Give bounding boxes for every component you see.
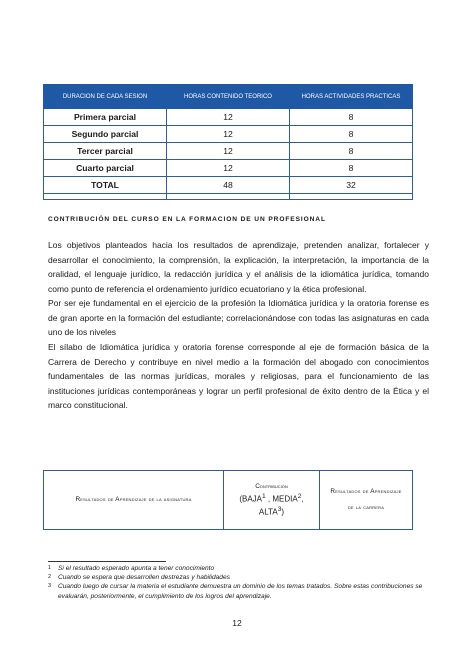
resultados-carrera-line1: Resultados de Aprendizaje [330, 488, 402, 495]
table-row [44, 160, 413, 177]
cell-practicas: 8 [290, 109, 413, 126]
cell-teorico: 48 [167, 177, 290, 194]
cell-teorico: 12 [167, 143, 290, 160]
results-table-header [44, 471, 413, 530]
footnote-item [48, 573, 428, 582]
table-row-empty [44, 194, 413, 200]
hours-table-header [44, 85, 413, 109]
empty-cell [167, 194, 290, 200]
hours-table [43, 84, 413, 200]
footnote-ref-3: 3 [277, 506, 282, 513]
row-label: TOTAL [44, 177, 167, 194]
header-resultados-asignatura-text: Resultados de Aprendizaje de la asignatura [75, 496, 192, 503]
table-row-total [44, 177, 413, 194]
cell-teorico: 12 [167, 160, 290, 177]
row-label: Tercer parcial [44, 143, 167, 160]
header-teorico: HORAS CONTENIDO TEORICO [167, 85, 290, 109]
footnote-item [48, 582, 428, 600]
contribucion-title: Contribución [255, 483, 288, 491]
footnote-divider [48, 561, 166, 562]
row-label: Primera parcial [44, 109, 167, 126]
empty-cell [44, 194, 167, 200]
footnote-ref-1: 1 [262, 493, 266, 501]
table-row [44, 109, 413, 126]
scale-alta: ALTA [258, 507, 278, 517]
scale-baja: (BAJA [239, 495, 262, 504]
footnote-number: 3 [48, 583, 52, 590]
paragraph-eje-fundamental: Por ser eje fundamental en el ejercicio de la profesión la Idiomática jurídica y la oratoria forense es de gran aporte en la formación del estudiante; correlacionándose con todas las asignaturas en cada uno de los niveles [48, 298, 429, 337]
contribucion-scale [228, 492, 315, 517]
cell-practicas: 32 [290, 177, 413, 194]
row-label: Cuarto parcial [44, 160, 167, 177]
footnote-item [48, 564, 428, 573]
cell-practicas: 8 [290, 126, 413, 143]
footnote-number: 1 [48, 565, 52, 571]
header-practicas: HORAS ACTIVIDADES PRACTICAS [290, 85, 413, 109]
resultados-carrera-line2: de la carrera [347, 504, 385, 511]
footnote-text: Cuando luego de cursar la materia el estudiante demuestra un dominio de los temas tratados. Sobre estas contribuciones se evaluarán, posteriormente, el cumplimiento de los logros del aprendizaje. [58, 583, 423, 600]
paragraph-objetivos: Los objetivos planteados hacia los resultados de aprendizaje, pretenden analizar, fortalecer y desarrollar el conocimiento, la comprensión, la explicación, la interpretación, la importancia de la oralidad, el lenguaje jurídico, la redacción jurídica y el análisis de la idiomática jurídica, tomando como punto de referencia el ordenamiento jurídico ecuatoriano y la ética profesional. [48, 240, 429, 294]
cell-practicas: 8 [290, 143, 413, 160]
footnotes [48, 564, 428, 601]
results-table [43, 470, 413, 530]
cell-teorico: 12 [167, 109, 290, 126]
table-row [44, 126, 413, 143]
row-label: Segundo parcial [44, 126, 167, 143]
cell-teorico: 12 [167, 126, 290, 143]
header-resultados-carrera [320, 471, 413, 530]
scale-comma: , [301, 495, 304, 504]
scale-media: , MEDIA [265, 495, 298, 504]
table-row [44, 143, 413, 160]
footnote-text: Si el resultado esperado apunta a tener conocimiento [58, 565, 215, 572]
footnote-number: 2 [48, 574, 52, 581]
header-resultados-asignatura [44, 471, 224, 530]
header-contribucion [224, 471, 320, 530]
footnote-text: Cuando se espera que desarrollen destrezas y habilidades [58, 574, 230, 582]
paragraph-silabo: El sílabo de Idiomática jurídica y oratoria forense corresponde al eje de formación básica de la Carrera de Derecho y contribuye en nivel medio a la formación del abogado con conocimientos fundamentales de las normas jurídicas, morales y religiosas, para el funcionamiento de las instituciones jurídicas contemporáneas y lograr un perfil profesional de éxito dentro de la Ética y el marco constitucional. [48, 342, 429, 410]
page-number: 12 [232, 618, 242, 628]
empty-cell [290, 194, 413, 200]
scale-close: ) [281, 507, 285, 517]
cell-practicas: 8 [290, 160, 413, 177]
footnote-ref-2: 2 [297, 493, 302, 501]
section-title: CONTRIBUCIÓN DEL CURSO EN LA FORMACION DE UN PROFESIONAL [48, 216, 326, 223]
header-duracion: DURACION DE CADA SESION [44, 85, 167, 109]
